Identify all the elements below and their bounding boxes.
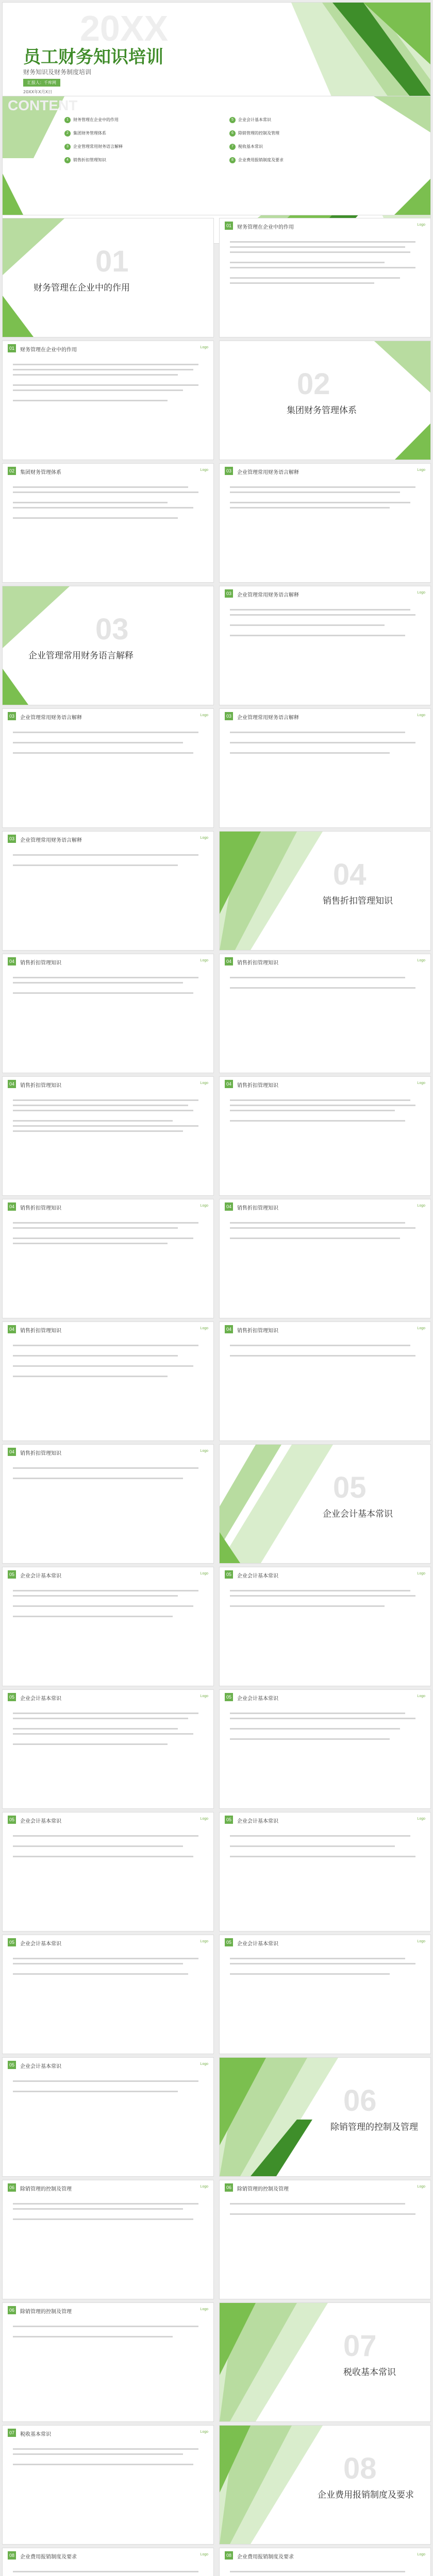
logo: Logo [417, 2185, 425, 2189]
badge: 05 [8, 1938, 16, 1946]
content-slide [220, 1567, 430, 1686]
slide-title: 企业会计基本常识 [20, 1573, 61, 1579]
logo: Logo [417, 1572, 425, 1575]
toc-item[interactable]: 2 集团财务管理体系 [64, 130, 106, 137]
section-slide [220, 341, 430, 460]
badge: 05 [8, 2061, 16, 2069]
badge: 08 [225, 2551, 233, 2560]
badge: 05 [225, 1693, 233, 1701]
cover-date: 20XX年X月X日 [23, 90, 53, 94]
logo: Logo [417, 1817, 425, 1821]
section-slide [220, 2058, 430, 2176]
section-slide [220, 1445, 430, 1563]
content-slide [220, 2180, 430, 2299]
cover-title: 员工财务知识培训 [23, 47, 163, 67]
content-slide [3, 1690, 213, 1808]
toc-bg-text: CONTENT [8, 97, 78, 113]
content-slide [220, 709, 430, 827]
section-number: 07 [343, 2329, 377, 2363]
badge: 04 [8, 1080, 16, 1088]
slide-title: 除销管理的控制及管理 [237, 2187, 289, 2192]
slide-title: 销售折扣管理知识 [237, 960, 278, 966]
slide-title: 企业管理常用财务语言解释 [20, 715, 82, 721]
slide-title: 销售折扣管理知识 [20, 1206, 61, 1211]
slide-title: 税收基本常识 [20, 2432, 51, 2437]
section-number: 06 [343, 2084, 377, 2117]
toc-slide [3, 96, 430, 215]
content-slide [3, 832, 213, 950]
content-slide [3, 341, 213, 460]
logo: Logo [200, 959, 208, 962]
logo: Logo [417, 1327, 425, 1330]
badge: 01 [225, 222, 233, 230]
section-title: 财务管理在企业中的作用 [34, 283, 130, 293]
content-slide [220, 1812, 430, 1931]
slide-title: 企业费用报销制度及要求 [20, 2554, 77, 2560]
content-slide [3, 1445, 213, 1563]
logo: Logo [417, 959, 425, 962]
logo: Logo [200, 2062, 208, 2066]
slide-title: 企业会计基本常识 [20, 2064, 61, 2070]
slide-title: 企业会计基本常识 [20, 1819, 61, 1824]
content-slide [220, 586, 430, 705]
badge: 08 [8, 2551, 16, 2560]
section-slide [220, 2303, 430, 2421]
logo: Logo [200, 714, 208, 717]
slide-title: 企业管理常用财务语言解释 [237, 592, 299, 598]
logo: Logo [200, 2553, 208, 2556]
content-slide [220, 1077, 430, 1195]
badge: 07 [8, 2429, 16, 2437]
badge: 04 [8, 1448, 16, 1456]
slide-title: 企业会计基本常识 [20, 1696, 61, 1702]
logo: Logo [200, 2308, 208, 2311]
slide-title: 企业管理常用财务语言解释 [237, 715, 299, 721]
section-number: 02 [297, 367, 330, 401]
content-slide [3, 2426, 213, 2544]
cover-subtitle: 财务知识及财务制度培训 [23, 69, 92, 76]
logo: Logo [417, 223, 425, 227]
content-slide [220, 1322, 430, 1440]
logo: Logo [200, 836, 208, 840]
badge: 04 [225, 1202, 233, 1211]
content-slide [3, 2058, 213, 2176]
badge: 03 [225, 712, 233, 720]
badge: 03 [8, 835, 16, 843]
content-slide [220, 1199, 430, 1318]
badge: 05 [8, 1693, 16, 1701]
badge: 05 [8, 1816, 16, 1824]
section-slide [220, 2426, 430, 2544]
logo: Logo [417, 1694, 425, 1698]
section-number: 08 [343, 2452, 377, 2485]
badge: 06 [8, 2183, 16, 2192]
content-slide [3, 1935, 213, 2054]
section-number: 01 [95, 245, 129, 278]
badge: 03 [8, 712, 16, 720]
slide-title: 企业会计基本常识 [237, 1696, 278, 1702]
logo: Logo [200, 468, 208, 472]
logo: Logo [200, 1081, 208, 1085]
content-slide [220, 1690, 430, 1808]
badge: 04 [8, 1202, 16, 1211]
slide-title: 企业会计基本常识 [237, 1819, 278, 1824]
content-slide [3, 709, 213, 827]
content-slide [3, 464, 213, 582]
logo: Logo [200, 1940, 208, 1943]
slide-title: 销售折扣管理知识 [237, 1206, 278, 1211]
slide-title: 集团财务管理体系 [20, 470, 61, 476]
toc-item[interactable]: 4 销售折扣管理知识 [64, 157, 106, 163]
cover-presenter: 汇报人：千库网 [23, 79, 60, 87]
badge: 06 [225, 2183, 233, 2192]
section-title: 集团财务管理体系 [287, 405, 357, 415]
logo: Logo [200, 2430, 208, 2434]
section-slide [3, 218, 213, 337]
slide-title: 销售折扣管理知识 [237, 1328, 278, 1334]
slide-title: 销售折扣管理知识 [20, 1328, 61, 1334]
logo: Logo [200, 2185, 208, 2189]
content-slide [220, 954, 430, 1073]
logo: Logo [417, 714, 425, 717]
badge: 06 [8, 2306, 16, 2314]
content-slide [3, 1199, 213, 1318]
toc-item[interactable]: 5 企业会计基本常识 [229, 117, 271, 123]
slide-title: 销售折扣管理知识 [20, 1451, 61, 1456]
badge: 04 [225, 957, 233, 965]
badge: 05 [225, 1938, 233, 1946]
content-slide [3, 1322, 213, 1440]
logo: Logo [417, 1204, 425, 1208]
slide-title: 企业管理常用财务语言解释 [237, 470, 299, 476]
content-slide [3, 954, 213, 1073]
toc-item[interactable]: 1 财务管理在企业中的作用 [64, 117, 119, 123]
section-title: 除销管理的控制及管理 [330, 2122, 418, 2132]
section-title: 企业会计基本常识 [323, 1509, 393, 1519]
slide-title: 销售折扣管理知识 [20, 1083, 61, 1089]
logo: Logo [200, 1327, 208, 1330]
slide-title: 企业会计基本常识 [237, 1941, 278, 1947]
badge: 04 [8, 1325, 16, 1333]
logo: Logo [417, 1081, 425, 1085]
section-title: 税收基本常识 [343, 2367, 396, 2377]
section-number: 03 [95, 613, 129, 646]
content-slide [3, 2303, 213, 2421]
badge: 05 [8, 1570, 16, 1579]
badge: 05 [225, 1816, 233, 1824]
toc-decoration [3, 96, 430, 215]
logo: Logo [200, 1449, 208, 1453]
toc-item[interactable]: 7 税收基本常识 [229, 144, 263, 150]
content-slide [3, 2180, 213, 2299]
content-slide [220, 218, 430, 337]
content-slide [220, 464, 430, 582]
slide-title: 财务管理在企业中的作用 [237, 225, 294, 230]
slide-title: 销售折扣管理知识 [20, 960, 61, 966]
slide-title: 除销管理的控制及管理 [20, 2309, 72, 2315]
logo: Logo [417, 2553, 425, 2556]
badge: 01 [8, 344, 16, 352]
logo: Logo [417, 468, 425, 472]
content-slide [3, 1567, 213, 1686]
logo: Logo [417, 1940, 425, 1943]
slide-title: 除销管理的控制及管理 [20, 2187, 72, 2192]
badge: 04 [225, 1080, 233, 1088]
badge: 04 [225, 1325, 233, 1333]
content-slide [3, 1077, 213, 1195]
content-slide [3, 1812, 213, 1931]
section-slide [3, 586, 213, 705]
section-number: 05 [333, 1471, 367, 1504]
logo: Logo [417, 591, 425, 595]
badge: 03 [225, 467, 233, 475]
slide-title: 企业管理常用财务语言解释 [20, 838, 82, 843]
slide-title: 企业会计基本常识 [20, 1941, 61, 1947]
content-slide [220, 2548, 430, 2576]
slide-title: 企业会计基本常识 [237, 1573, 278, 1579]
slide-title: 财务管理在企业中的作用 [20, 347, 77, 353]
slide-title: 企业费用报销制度及要求 [237, 2554, 294, 2560]
content-slide [220, 1935, 430, 2054]
slide-title: 销售折扣管理知识 [237, 1083, 278, 1089]
badge: 03 [225, 589, 233, 598]
content-slide [3, 2548, 213, 2576]
toc-item[interactable]: 3 企业管理常用财务语言解释 [64, 144, 123, 150]
section-title: 企业费用报销制度及要求 [318, 2490, 414, 2500]
logo: Logo [200, 346, 208, 349]
section-slide [220, 832, 430, 950]
badge: 05 [225, 1570, 233, 1579]
logo: Logo [200, 1572, 208, 1575]
section-title: 销售折扣管理知识 [323, 896, 393, 906]
logo: Logo [200, 1817, 208, 1821]
toc-item[interactable]: 6 除销管理的控制及管理 [229, 130, 279, 137]
cover-bg-text: 20XX [80, 8, 169, 48]
toc-item[interactable]: 8 企业费用报销制度及要求 [229, 157, 284, 163]
logo: Logo [200, 1204, 208, 1208]
section-number: 04 [333, 858, 367, 891]
section-title: 企业管理常用财务语言解释 [28, 651, 134, 660]
badge: 04 [8, 957, 16, 965]
badge: 02 [8, 467, 16, 475]
logo: Logo [200, 1694, 208, 1698]
